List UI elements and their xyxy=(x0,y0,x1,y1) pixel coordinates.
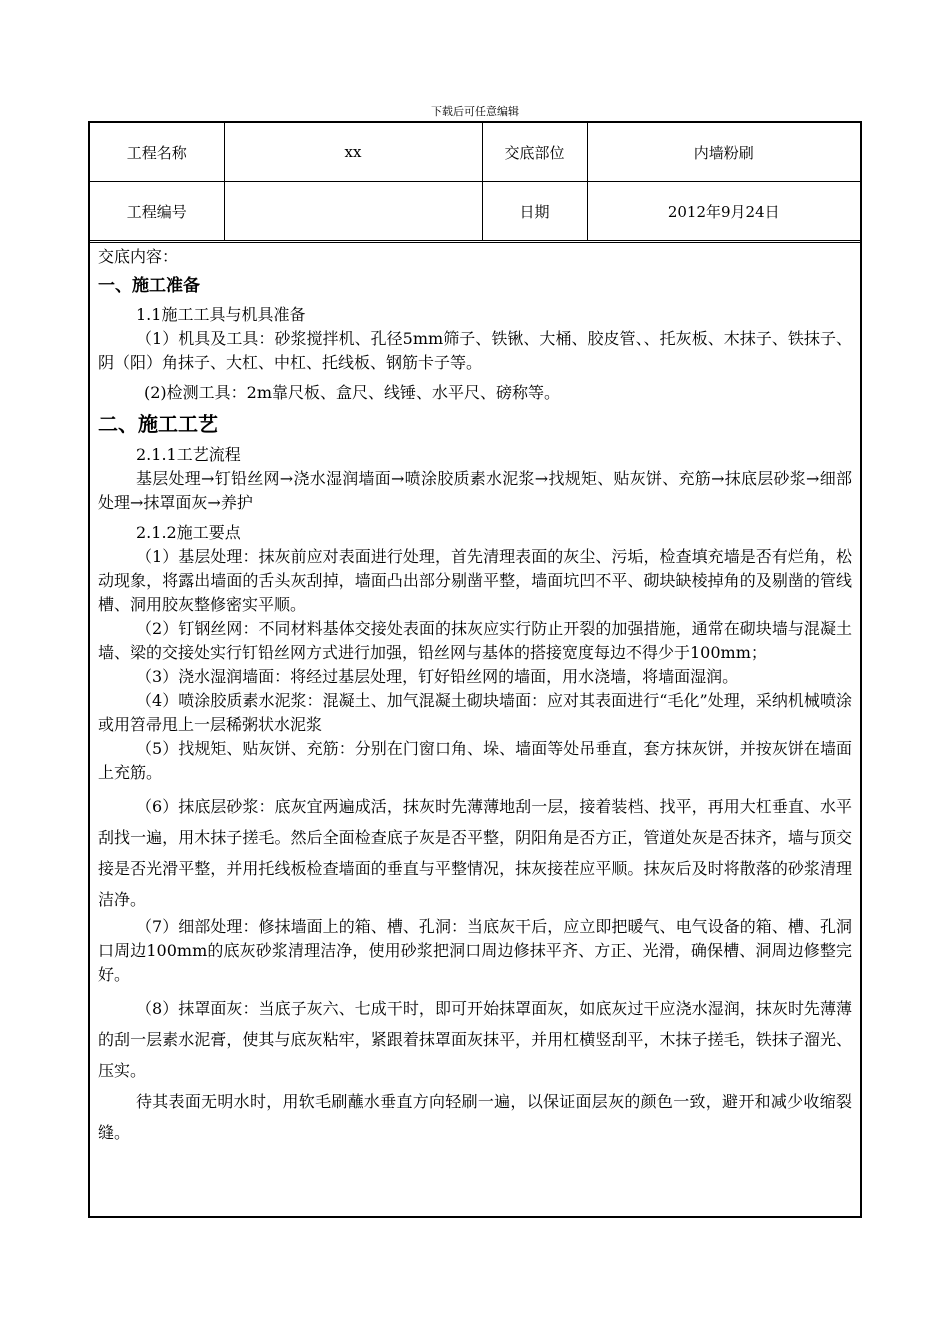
project-no-value xyxy=(224,182,482,241)
point-6: （6）抹底层砂浆：底灰宜两遍成活，抹灰时先薄薄地刮一层，接着装档、找平，再用大杠垂直、水平刮找一遍，用木抹子搓毛。然后全面检查底子灰是否平整，阴阳角是否方正，管道处灰是否抹齐，墙与顶交接是否光滑平整，并用托线板检查墙面的垂直与平整情况，抹灰接茬应平顺。抹灰后及时将散落的砂浆清理洁净。 xyxy=(98,797,852,909)
project-info-table xyxy=(90,123,860,241)
section-2-title: 二、施工工艺 xyxy=(98,412,218,436)
item-1-1-b: (2)检测工具：2m靠尺板、盒尺、线锤、水平尺、磅称等。 xyxy=(144,383,561,402)
disclosure-content xyxy=(90,242,860,1148)
subsection-2-1-2: 2.1.2施工要点 xyxy=(136,523,241,542)
subsection-1-1: 1.1施工工具与机具准备 xyxy=(136,305,306,324)
info-row-2 xyxy=(90,182,860,241)
point-1: （1）基层处理：抹灰前应对表面进行处理，首先清理表面的灰尘、污垢，检查填充墙是否有烂角，松动现象，将露出墙面的舌头灰刮掉，墙面凸出部分剔凿平整，墙面坑凹不平、砌块缺棱掉角的及剔凿的管线槽、洞用胶灰整修密实平顺。 xyxy=(98,547,852,614)
disclosure-form xyxy=(88,121,862,1218)
date-label: 日期 xyxy=(482,182,587,241)
project-name-value: xx xyxy=(224,123,482,182)
header-note: 下载后可任意编辑 xyxy=(431,105,519,118)
part-value: 内墙粉刷 xyxy=(587,123,860,182)
point-2: （2）钉钢丝网：不同材料基体交接处表面的抹灰应实行防止开裂的加强措施，通常在砌块墙与混凝土墙、梁的交接处实行钉铅丝网方式进行加强，铅丝网与基体的搭接宽度每边不得少于100mm； xyxy=(98,619,852,662)
point-8: （8）抹罩面灰：当底子灰六、七成干时，即可开始抹罩面灰，如底灰过干应浇水湿润，抹灰时先薄薄的刮一层素水泥膏，使其与底灰粘牢，紧跟着抹罩面灰抹平，并用杠横竖刮平，木抹子搓毛，铁抹子溜光、压实。 xyxy=(98,999,852,1080)
point-7: （7）细部处理：修抹墙面上的箱、槽、孔洞：当底灰干后，应立即把暖气、电气设备的箱、槽、孔洞口周边100mm的底灰砂浆清理洁净，使用砂浆把洞口周边修抹平齐、方正、光滑，确保槽、洞周边修整完好。 xyxy=(98,917,852,984)
point-5: （5）找规矩、贴灰饼、充筋：分别在门窗口角、垛、墙面等处吊垂直，套方抹灰饼，并按灰饼在墙面上充筋。 xyxy=(98,739,852,782)
point-3: （3）浇水湿润墙面：将经过基层处理，钉好铅丝网的墙面，用水浇墙，将墙面湿润。 xyxy=(136,667,739,686)
info-row-1 xyxy=(90,123,860,182)
subsection-2-1-1: 2.1.1工艺流程 xyxy=(136,445,241,464)
closing-note: 待其表面无明水时，用软毛刷蘸水垂直方向轻刷一遍，以保证面层灰的颜色一致，避开和减少收缩裂缝。 xyxy=(98,1092,852,1142)
process-flow: 基层处理→钉铅丝网→浇水湿润墙面→喷涂胶质素水泥浆→找规矩、贴灰饼、充筋→抹底层砂浆→细部处理→抹罩面灰→养护 xyxy=(98,469,852,512)
project-name-label: 工程名称 xyxy=(90,123,224,182)
project-no-label: 工程编号 xyxy=(90,182,224,241)
point-4: （4）喷涂胶质素水泥浆：混凝土、加气混凝土砌块墙面：应对其表面进行“毛化”处理，采纳机械喷涂或用笤帚甩上一层稀粥状水泥浆 xyxy=(98,691,852,734)
item-1-1-a: （1）机具及工具：砂浆搅拌机、孔径5mm筛子、铁锹、大桶、胶皮管、、托灰板、木抹子、铁抹子、阴（阳）角抹子、大杠、中杠、托线板、钢筋卡子等。 xyxy=(98,329,852,372)
date-value: 2012年9月24日 xyxy=(587,182,860,241)
section-1-title: 一、施工准备 xyxy=(98,276,200,296)
content-label: 交底内容： xyxy=(98,247,179,266)
part-label: 交底部位 xyxy=(482,123,587,182)
